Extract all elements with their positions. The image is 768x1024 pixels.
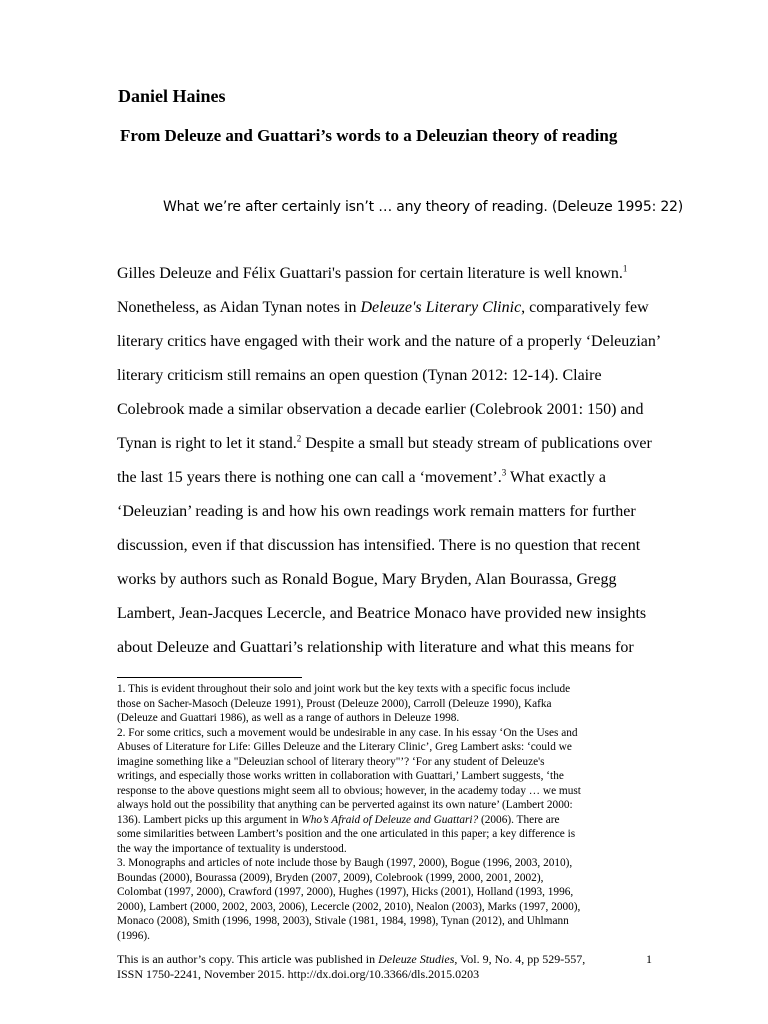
publication-note: This is an author’s copy. This article was published in Deleuze Studies, Vol. 9, No. 4, pp 529-557, ISSN 1750-2241, November 2015. http://dx.doi.org/10.3366/dls.2015.0203 xyxy=(117,952,662,982)
body-text xyxy=(117,257,662,665)
book-title: Who’s Afraid of Deleuze and Guattari? xyxy=(301,813,479,826)
body-line: ‘Deleuzian’ reading is and how his own readings work remain matters for further xyxy=(117,503,636,520)
body-line: discussion, even if that discussion has intensified. There is no question that recent xyxy=(117,537,641,554)
footnote-1: 1. This is evident throughout their solo and joint work but the key texts with a specific focus include those on Sacher-Masoch (Deleuze 1991), Proust (Deleuze 2000), Carroll (Deleuze 1990), Kafka (Deleuze and Guattari 1986), as well as a range of authors in Deleuze 1998. xyxy=(117,683,571,724)
body-line: Lambert, Jean-Jacques Lecercle, and Beatrice Monaco have provided new insights xyxy=(117,605,647,622)
footnote-3: 3. Monographs and articles of note include those by Baugh (1997, 2000), Bogue (1996, 2003, 2010), Boundas (2000), Bourassa (2009), Bryden (2007, 2009), Colebrook (1999, 2000, 2001, 2002), Colombat (1997, 2000), Crawford (1997, 2000), Hughes (1997), Hicks (2001), Holland (1993, 1996, 2000), Lambert (2000, 2002, 2003, 2006), Lecercle (2002, 2010), Nealon (2003), Marks (1997, 2000), Monaco (2008), Smith (1996, 1998, 2003), Stivale (1981, 1984, 1998), Tynan (2012), and Uhlmann (1996). xyxy=(117,857,581,942)
footnotes xyxy=(117,682,662,943)
body-line: Tynan is right to let it stand.$^2$ Despite a small but steady stream of publications over xyxy=(117,433,652,452)
body-line: literary critics have engaged with their work and the nature of a properly ‘Deleuzian’ xyxy=(117,333,662,350)
body-line: Nonetheless, as Aidan Tynan notes in Deleuze's Literary Clinic, comparatively few xyxy=(117,299,649,316)
body-line: Gilles Deleuze and Félix Guattari's passion for certain literature is well known.$^1$ xyxy=(117,263,628,282)
footnote-ref[interactable]: 1 xyxy=(622,263,628,274)
book-title: Deleuze's Literary Clinic xyxy=(360,299,522,316)
footnote-ref[interactable]: 2 xyxy=(296,433,302,444)
doi-line[interactable]: ISSN 1750-2241, November 2015. http://dx.doi.org/10.3366/dls.2015.0203 xyxy=(117,967,480,981)
footnote-ref[interactable]: 3 xyxy=(501,467,507,478)
page-number: 1 xyxy=(646,952,652,966)
journal-name: Deleuze Studies xyxy=(378,952,455,966)
epigraph: What we’re after certainly isn’t … any theory of reading. (Deleuze 1995: 22) xyxy=(163,199,684,215)
footnote-2: 2. For some critics, such a movement would be undesirable in any case. In his essay ‘On the Uses and Abuses of Literature for Life: Gilles Deleuze and the Literary Clinic’, Greg Lambert asks: ‘could we imagine something like a "Deleuzian school of literary theory"’? ‘For any student of Deleuze's writings, and especially those works written in collaboration with Guattari,’ Lambert suggests, ‘the response to the above questions might seem all to obvious; however, in the academy today … we must always hold out the possibility that anything can be perverted against its own nature’ (Lambert 2000: 136). Lambert picks up this argument in Who’s Afraid of Deleuze and Guattari? (2006). There are some similarities between Lambert’s position and the one articulated in this paper; a key difference is the way the importance of textuality is understood. xyxy=(117,726,581,855)
body-line: the last 15 years there is nothing one can call a ‘movement’.$^3$ What exactly a xyxy=(117,467,606,486)
author-name: Daniel Haines xyxy=(118,86,226,106)
body-line: about Deleuze and Guattari’s relationship with literature and what this means for xyxy=(117,639,634,656)
body-line: Colebrook made a similar observation a decade earlier (Colebrook 2001: 150) and xyxy=(117,401,644,418)
article-title: From Deleuze and Guattari’s words to a Deleuzian theory of reading xyxy=(120,126,618,145)
body-line: literary criticism still remains an open question (Tynan 2012: 12-14). Claire xyxy=(117,367,602,384)
footnote-divider xyxy=(117,677,302,678)
body-line: works by authors such as Ronald Bogue, Mary Bryden, Alan Bourassa, Gregg xyxy=(117,571,617,588)
